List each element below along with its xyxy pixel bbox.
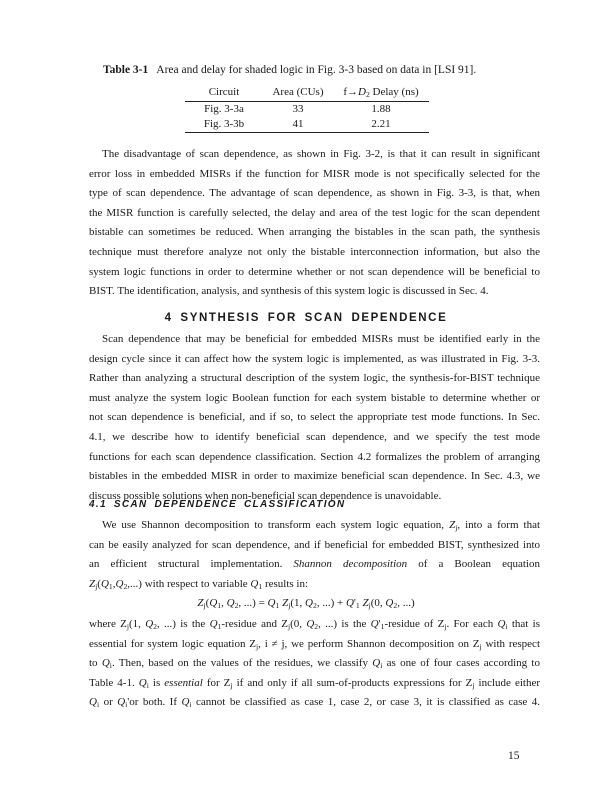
- text-line: to $Q_i$. Then, based on the values of the residues, we classify $Q_i$ as one of four cases according to: [89, 657, 540, 671]
- text-line: can be easily analyzed for scan dependence, and if beneficial for embedded BIST, synthesized into: [89, 538, 540, 551]
- text-line: bistable can sometimes be reduced. When arranging the bistables in the scan path, the synthesis: [89, 226, 540, 239]
- table-cell: 1.88: [371, 103, 391, 115]
- text-line: technique must therefore analyze not only the bistable interconnection information, but also the: [89, 245, 540, 258]
- text-line: We use Shannon decomposition to transform each system logic equation, $Z_j$, into a form that: [102, 519, 541, 532]
- column-header: Area (CUs): [263, 84, 333, 102]
- text-line: Scan dependence that may be beneficial for embedded MISRs must be identified early in the: [102, 333, 540, 345]
- text-line: functions for each scan dependence classification. Section 4.2 formalizes the problem of arranging: [89, 450, 540, 463]
- table-cell: 33: [292, 103, 304, 115]
- table-row: [185, 117, 429, 133]
- text-line: Rather than analyzing a structural description of the system logic, the synthesis-for-BIST technique: [89, 372, 540, 385]
- table-caption-text: Area and delay for shaded logic in Fig. 3-3 based on data in [LSI 91].: [156, 64, 477, 76]
- text-line: The disadvantage of scan dependence, as shown in Fig. 3-2, is that it can result in significant: [102, 148, 540, 160]
- table-cell: 41: [263, 117, 333, 133]
- text-line: bistables in the embedded MISR in order to maximize beneficial scan dependence. In Sec. 4.3, we: [89, 470, 540, 483]
- area-delay-table: [185, 84, 429, 133]
- text-line: the MISR function is carefully selected, the delay and area of the test logic for the scan dependent: [89, 206, 540, 219]
- text-line: must analyze the system logic Boolean function for each system bistable to determine whether or: [89, 391, 540, 404]
- table-row: [185, 102, 429, 118]
- subsection-heading: 4.1 SCAN DEPENDENCE CLASSIFICATION: [89, 499, 346, 510]
- text-line: not scan dependence is beneficial, and if so, to select the appropriate test mode functions. In Sec.: [89, 411, 540, 424]
- table-caption: [103, 64, 476, 76]
- table-cell: Fig. 3-3a: [204, 103, 244, 115]
- paragraph-residues: [89, 615, 540, 713]
- text-line: where $Z_j(1$, $Q_2$, ...) is the $Q_1$-residue and $Z_j(0$, $Q_2$, ...) is the $Q'_1$-residue of $Z_j$. For each $Q_i$ that is: [89, 618, 540, 631]
- text-line: Table 4-1. $Q_i$ is essential for $Z_j$ if and only if all sum-of-products expressions for $Z_j$ include either: [89, 676, 540, 690]
- paragraph-section-intro: [89, 330, 540, 506]
- paragraph-scan-dependence-tradeoff: [89, 145, 540, 302]
- column-header: Circuit: [185, 84, 263, 102]
- text-line: 4.1, we describe how to identify beneficial scan dependence, and we specify the test mode: [89, 430, 540, 443]
- text-line: $Z_j(Q_1,Q_2,...)$ with respect to variable $Q_1$ results in:: [89, 577, 309, 591]
- table-header-row: [185, 84, 429, 102]
- text-line: discuss possible solutions when non-beneficial scan dependence is unavoidable.: [89, 489, 442, 502]
- text-line: type of scan dependence. The advantage of scan dependence, as shown in Fig. 3-3, is that, when: [89, 187, 540, 200]
- shannon-equation: $Z_j(Q_1$, $Q_2$, ...) = $Q_1$ $Z_j(1$, $Q_2$, ...) + $Q'_1$ $Z_j(0$, $Q_2$, ...): [197, 597, 415, 610]
- text-line: BIST. The identification, analysis, and synthesis of this system logic is discussed in Sec. 4.: [89, 285, 489, 298]
- column-header: $f\to D_2$ Delay (ns): [333, 84, 429, 102]
- text-line: error loss in embedded MISRs if the function for MISR mode is not specifically selected for the: [89, 167, 540, 180]
- table-caption-label: Table 3-1: [103, 64, 149, 76]
- text-line: design cycle since it can affect how the system logic is implemented, as was illustrated in Fig. 3-3.: [89, 352, 540, 365]
- page-number: 15: [508, 750, 520, 762]
- text-line: system logic functions in order to determine whether or not scan dependence will be beneficial to: [89, 265, 540, 278]
- text-line: $Q_i$ or $Q_i'or$ both. If $Q_i$ cannot be classified as case 1, case 2, or case 3, it is classified as case 4.: [89, 696, 540, 710]
- paragraph-shannon-intro: [89, 516, 540, 594]
- section-heading: 4 SYNTHESIS FOR SCAN DEPENDENCE: [164, 312, 448, 324]
- text-line: essential for system logic equation $Z_j$, i ≠ j, we perform Shannon decomposition on $Z_j$ with respect: [89, 637, 540, 651]
- table-cell: Fig. 3-3b: [185, 117, 263, 133]
- text-line: an efficient structural implementation. Shannon decomposition of a Boolean equation: [89, 558, 540, 571]
- table-cell: 2.21: [333, 117, 429, 133]
